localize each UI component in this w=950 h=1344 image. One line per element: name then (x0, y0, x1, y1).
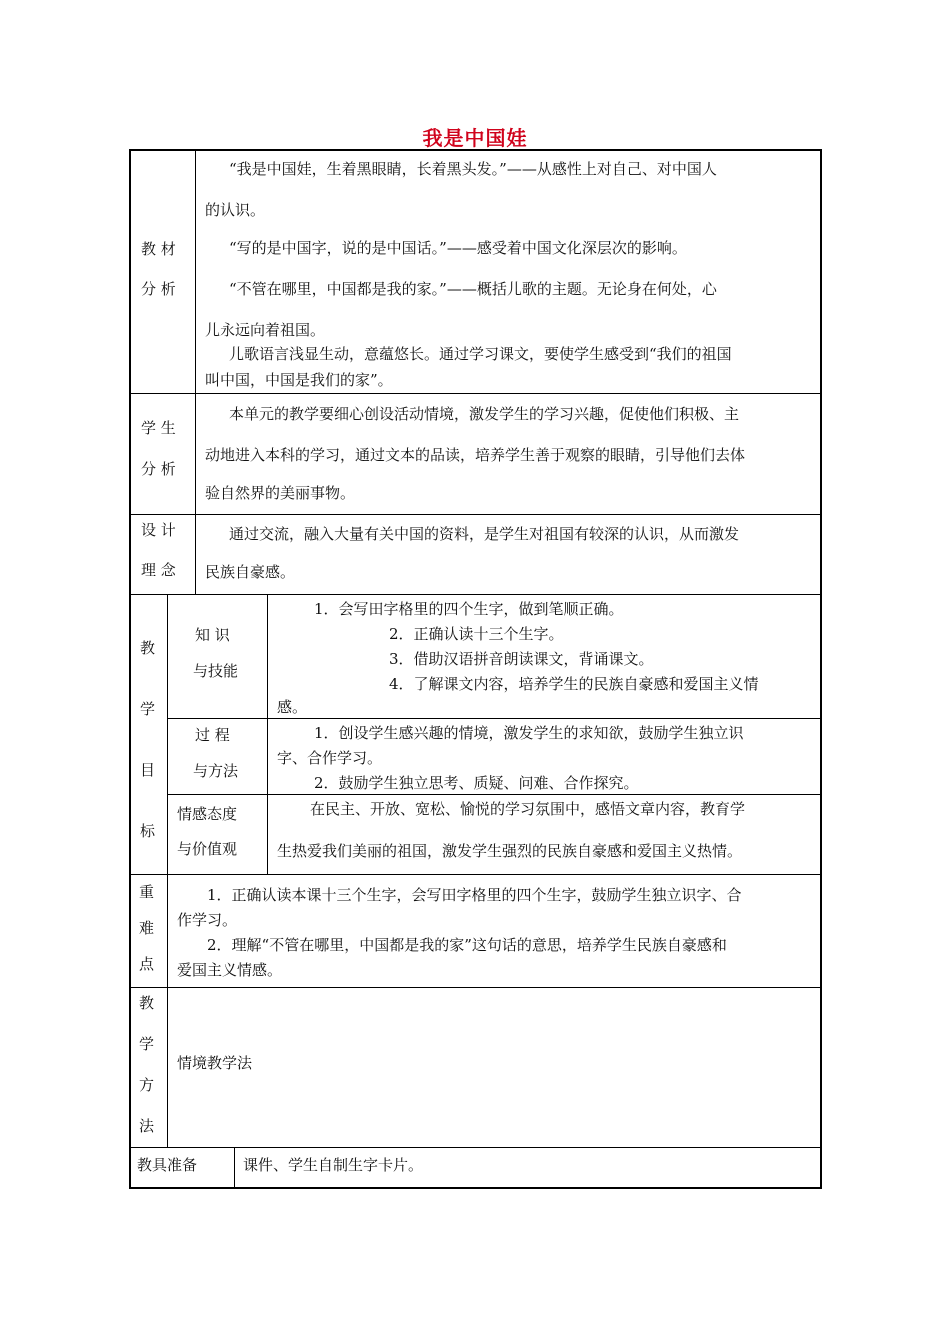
teaching-goals-label-char: 标 (140, 822, 156, 840)
process-label-1: 过 程 (195, 726, 230, 744)
knowledge-line: 3．借助汉语拼音朗读课文，背诵课文。 (389, 650, 654, 668)
emotion-label-2: 与价值观 (177, 840, 238, 858)
key-points-line: 1．正确认读本课十三个生字，会写田字格里的四个生字，鼓励学生独立识字、合 (207, 886, 742, 904)
process-label-2: 与方法 (193, 762, 239, 780)
material-analysis-label-2: 分 析 (141, 280, 176, 298)
design-concept-line: 通过交流，融入大量有关中国的资料，是学生对祖国有较深的认识，从而激发 (229, 525, 740, 543)
lesson-plan-table (129, 149, 822, 1189)
process-line: 1．创设学生感兴趣的情境，激发学生的求知欲，鼓励学生独立识 (314, 724, 744, 742)
material-analysis-label-1: 教 材 (141, 240, 176, 258)
key-points-line: 爱国主义情感。 (177, 961, 283, 979)
key-points-label-char: 点 (139, 955, 155, 973)
label-column-divider (195, 149, 196, 594)
row-divider (129, 874, 822, 875)
knowledge-label-2: 与技能 (193, 662, 239, 680)
teaching-method-content: 情境教学法 (177, 1054, 253, 1072)
materials-column-divider (234, 1147, 235, 1187)
material-analysis-line: 儿歌语言浅显生动，意蕴悠长。通过学习课文，要使学生感受到“我们的祖国 (229, 345, 732, 363)
design-concept-line: 民族自豪感。 (205, 563, 296, 581)
table-border-right (820, 149, 822, 1189)
teaching-method-label-char: 教 (139, 994, 155, 1012)
material-analysis-line: 的认识。 (205, 201, 266, 219)
design-concept-label-1: 设 计 (141, 521, 176, 539)
material-analysis-line: “我是中国娃，生着黑眼睛，长着黑头发。”——从感性上对自己、对中国人 (229, 160, 717, 178)
teaching-goals-label-char: 学 (140, 700, 156, 718)
material-analysis-line: 叫中国，中国是我们的家”。 (205, 371, 393, 389)
row-divider (129, 594, 822, 595)
emotion-line: 在民主、开放、宽松、愉悦的学习氛围中，感悟文章内容，教育学 (310, 800, 746, 818)
teaching-goals-label-char: 目 (140, 761, 156, 779)
process-line: 2．鼓励学生独立思考、质疑、问难、合作探究。 (314, 774, 639, 792)
knowledge-line: 感。 (277, 698, 308, 716)
emotion-line: 生热爱我们美丽的祖国，激发学生强烈的民族自豪感和爱国主义热情。 (277, 842, 743, 860)
student-analysis-label-2: 分 析 (141, 460, 176, 478)
table-border-left (129, 149, 131, 1189)
page-title: 我是中国娃 (422, 126, 528, 150)
goal-row-divider (167, 718, 822, 719)
teaching-goals-label-char: 教 (140, 639, 156, 657)
student-analysis-line: 本单元的教学要细心创设活动情境，激发学生的学习兴趣，促使他们积极、主 (229, 405, 740, 423)
student-analysis-line: 动地进入本科的学习，通过文本的品读，培养学生善于观察的眼睛，引导他们去体 (205, 446, 746, 464)
materials-content: 课件、学生自制生字卡片。 (243, 1156, 424, 1174)
key-points-label-char: 难 (139, 919, 155, 937)
table-border-bottom (129, 1187, 822, 1189)
teaching-method-label-char: 学 (139, 1035, 155, 1053)
material-analysis-line: “写的是中国字，说的是中国话。”——感受着中国文化深层次的影响。 (229, 239, 687, 257)
knowledge-line: 4．了解课文内容，培养学生的民族自豪感和爱国主义情 (389, 675, 759, 693)
process-line: 字、合作学习。 (277, 749, 383, 767)
knowledge-line: 2．正确认读十三个生字。 (389, 625, 564, 643)
material-analysis-line: 儿永远向着祖国。 (205, 321, 326, 339)
design-concept-label-2: 理 念 (141, 561, 176, 579)
student-analysis-line: 验自然界的美丽事物。 (205, 484, 356, 502)
teaching-method-label-char: 方 (139, 1076, 155, 1094)
teaching-method-label-char: 法 (139, 1117, 155, 1135)
knowledge-line: 1．会写田字格里的四个生字，做到笔顺正确。 (314, 600, 624, 618)
knowledge-label-1: 知 识 (195, 626, 230, 644)
emotion-label-1: 情感态度 (177, 805, 238, 823)
key-points-label-char: 重 (139, 883, 155, 901)
row-divider (129, 1147, 822, 1148)
label-column-divider (167, 594, 168, 1147)
key-points-line: 作学习。 (177, 911, 238, 929)
row-divider (129, 987, 822, 988)
materials-label: 教具准备 (137, 1156, 198, 1174)
key-points-line: 2．理解“不管在哪里，中国都是我的家”这句话的意思，培养学生民族自豪感和 (207, 936, 727, 954)
sublabel-column-divider (267, 594, 268, 874)
material-analysis-line: “不管在哪里，中国都是我的家。”——概括儿歌的主题。无论身在何处，心 (229, 280, 717, 298)
student-analysis-label-1: 学 生 (141, 419, 176, 437)
